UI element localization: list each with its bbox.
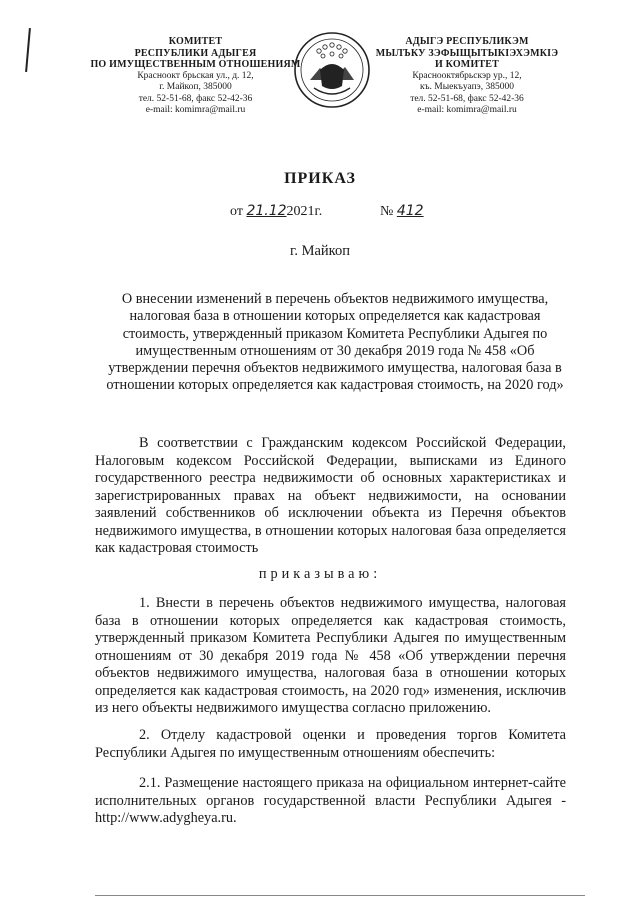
header-left <box>88 36 303 117</box>
org-name-line: РЕСПУБЛИКИ АДЫГЕЯ <box>134 47 257 59</box>
order-word: приказываю: <box>258 566 382 582</box>
page-bottom-rule <box>95 895 585 896</box>
document-subject: О внесении изменений в перечень объектов недвижимого имущества, налоговая база в отношении которых определяется как кадастровая стоимость, утвержденный приказом Комитета Республики Адыгея по имущественным отношениям от 30 декабря 2019 года № 458 «Об утверждении перечня объектов недвижимого имущества, налоговая база в отношении которых определяется как кадастровая стоимость, на 2020 год» <box>106 291 564 394</box>
address-line: Красноокт брьская ул., д. 12, <box>137 70 254 81</box>
coat-of-arms-emblem <box>292 30 372 110</box>
item-2-1-paragraph: 2.1. Размещение настоящего приказа на официальном интернет-сайте исполнительных органов государственной власти Республики Адыгея - http://www.adygheya.ru. <box>95 775 566 826</box>
item-2-paragraph: 2. Отделу кадастровой оценки и проведения торгов Комитета Республики Адыгея по имущественным отношениям обеспечить: <box>95 727 566 761</box>
email-line: e-mail: komimra@mail.ru <box>417 105 517 115</box>
handwritten-date: 21.12 <box>246 203 287 219</box>
org-name-line: МЫЛЪКУ ЗЭФЫЩЫТЫКІЭХЭМКІЭ <box>375 47 559 59</box>
header-right <box>372 36 562 117</box>
date-number-line <box>230 203 510 220</box>
city-line: г. Майкоп <box>290 243 350 259</box>
date-prefix: от <box>230 204 243 219</box>
document-number <box>380 203 424 220</box>
handwritten-margin-mark <box>25 28 31 72</box>
org-name-line: АДЫГЭ РЕСПУБЛИКЭМ <box>405 36 529 47</box>
document-title: ПРИКАЗ <box>284 170 356 187</box>
handwritten-number: 412 <box>396 203 424 219</box>
org-name-line: КОМИТЕТ <box>168 36 223 47</box>
org-name-line: И КОМИТЕТ <box>434 59 500 70</box>
org-name-line: ПО ИМУЩЕСТВЕННЫМ ОТНОШЕНИЯМ <box>90 59 301 70</box>
item-1-paragraph: 1. Внести в перечень объектов недвижимого имущества, налоговая база в отношении которых определяется как кадастровая стоимость, утвержденный приказом Комитета Республики Адыгея по имущественным отношениям от 30 декабря 2019 года № 458 «Об утверждении перечня объектов недвижимого имущества, налоговая база в отношении которых определяется как кадастровая стоимость, на 2020 год» изменения, исключив из него объекты недвижимого имущества согласно приложению. <box>95 595 566 716</box>
address-line: Краснооктябрьскэр ур., 12, <box>412 70 522 81</box>
phone-line: тел. 52-51-68, факс 52-42-36 <box>410 93 524 104</box>
address-line: г. Майкоп, 385000 <box>159 82 232 92</box>
date-year: 2021г. <box>286 204 323 219</box>
phone-line: тел. 52-51-68, факс 52-42-36 <box>138 93 253 104</box>
preamble-paragraph: В соответствии с Гражданским кодексом Российской Федерации, Налоговым кодексом Российской Федерации, выписками из Единого государственного реестра недвижимости об основных характеристиках и зарегистрированных правах на объект недвижимости, на основании заявлений собственников об исключении объекта из Перечня объектов недвижимого имущества, в отношении которых налоговая база определяется как кадастровая стоимость <box>95 435 566 556</box>
number-label: № <box>380 204 394 219</box>
address-line: къ. Мыекъуапэ, 385000 <box>420 82 514 92</box>
email-line: e-mail: komimra@mail.ru <box>145 105 246 115</box>
